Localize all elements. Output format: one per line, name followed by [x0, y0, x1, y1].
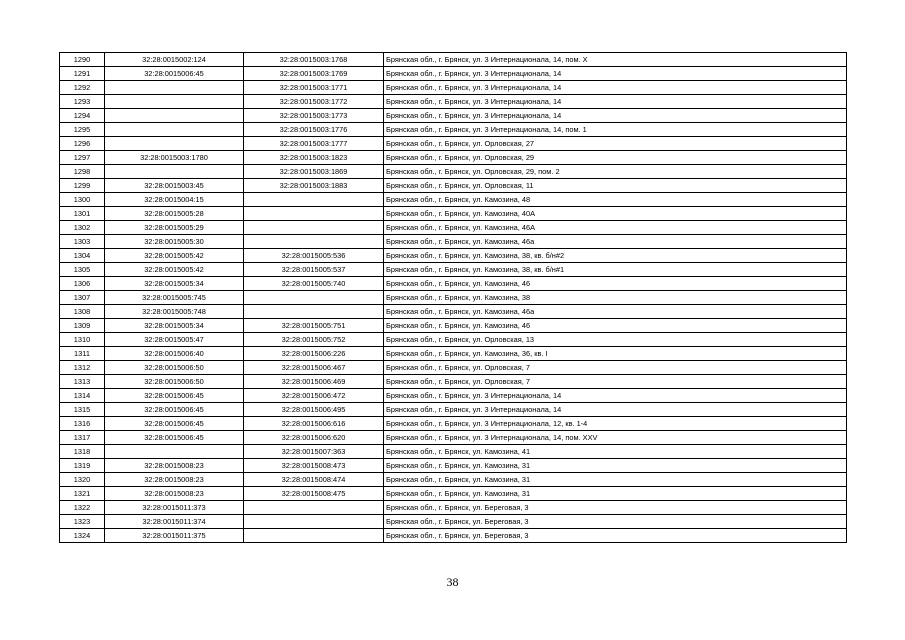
source-cadastral-number-cell: 32:28:0015006:45	[105, 417, 244, 431]
object-cadastral-number-cell: 32:28:0015003:1768	[244, 53, 384, 67]
source-cadastral-number-cell: 32:28:0015005:748	[105, 305, 244, 319]
row-number-cell: 1308	[60, 305, 105, 319]
row-number-cell: 1323	[60, 515, 105, 529]
source-cadastral-number-cell: 32:28:0015005:29	[105, 221, 244, 235]
address-cell: Брянская обл., г. Брянск, ул. 3 Интернационала, 14	[384, 403, 847, 417]
table-row	[60, 347, 847, 361]
table-row	[60, 81, 847, 95]
address-cell: Брянская обл., г. Брянск, ул. Камозина, 46А	[384, 221, 847, 235]
address-cell: Брянская обл., г. Брянск, ул. Камозина, 36, кв. I	[384, 347, 847, 361]
address-cell: Брянская обл., г. Брянск, ул. Камозина, 38	[384, 291, 847, 305]
source-cadastral-number-cell: 32:28:0015005:34	[105, 319, 244, 333]
row-number-cell: 1297	[60, 151, 105, 165]
object-cadastral-number-cell: 32:28:0015005:751	[244, 319, 384, 333]
table-row	[60, 501, 847, 515]
table-row	[60, 459, 847, 473]
source-cadastral-number-cell: 32:28:0015006:50	[105, 361, 244, 375]
table-row	[60, 151, 847, 165]
object-cadastral-number-cell: 32:28:0015006:495	[244, 403, 384, 417]
object-cadastral-number-cell: 32:28:0015003:1773	[244, 109, 384, 123]
object-cadastral-number-cell	[244, 235, 384, 249]
source-cadastral-number-cell: 32:28:0015005:34	[105, 277, 244, 291]
table-row	[60, 305, 847, 319]
row-number-cell: 1290	[60, 53, 105, 67]
source-cadastral-number-cell	[105, 123, 244, 137]
address-cell: Брянская обл., г. Брянск, ул. Береговая, 3	[384, 501, 847, 515]
source-cadastral-number-cell: 32:28:0015003:1780	[105, 151, 244, 165]
table-row	[60, 137, 847, 151]
row-number-cell: 1317	[60, 431, 105, 445]
object-cadastral-number-cell	[244, 515, 384, 529]
address-cell: Брянская обл., г. Брянск, ул. 3 Интернационала, 12, кв. 1-4	[384, 417, 847, 431]
object-cadastral-number-cell	[244, 305, 384, 319]
address-cell: Брянская обл., г. Брянск, ул. Камозина, 31	[384, 459, 847, 473]
source-cadastral-number-cell: 32:28:0015006:45	[105, 431, 244, 445]
object-cadastral-number-cell: 32:28:0015008:473	[244, 459, 384, 473]
row-number-cell: 1294	[60, 109, 105, 123]
address-cell: Брянская обл., г. Брянск, ул. Камозина, 38, кв. б/н#2	[384, 249, 847, 263]
address-cell: Брянская обл., г. Брянск, ул. Орловская, 29, пом. 2	[384, 165, 847, 179]
object-cadastral-number-cell: 32:28:0015007:363	[244, 445, 384, 459]
address-cell: Брянская обл., г. Брянск, ул. Камозина, 46а	[384, 235, 847, 249]
address-cell: Брянская обл., г. Брянск, ул. Камозина, 46	[384, 277, 847, 291]
table-row	[60, 53, 847, 67]
address-cell: Брянская обл., г. Брянск, ул. Орловская, 7	[384, 361, 847, 375]
object-cadastral-number-cell: 32:28:0015005:536	[244, 249, 384, 263]
row-number-cell: 1301	[60, 207, 105, 221]
row-number-cell: 1321	[60, 487, 105, 501]
row-number-cell: 1305	[60, 263, 105, 277]
row-number-cell: 1307	[60, 291, 105, 305]
address-cell: Брянская обл., г. Брянск, ул. Камозина, 46	[384, 319, 847, 333]
address-cell: Брянская обл., г. Брянск, ул. 3 Интернационала, 14	[384, 95, 847, 109]
address-cell: Брянская обл., г. Брянск, ул. Орловская, 29	[384, 151, 847, 165]
address-cell: Брянская обл., г. Брянск, ул. Камозина, 40А	[384, 207, 847, 221]
table-row	[60, 417, 847, 431]
address-cell: Брянская обл., г. Брянск, ул. Береговая, 3	[384, 529, 847, 543]
table-row	[60, 291, 847, 305]
object-cadastral-number-cell	[244, 291, 384, 305]
table-row	[60, 487, 847, 501]
address-cell: Брянская обл., г. Брянск, ул. Береговая, 3	[384, 515, 847, 529]
page-number: 38	[446, 575, 459, 589]
table-row	[60, 515, 847, 529]
table-row	[60, 249, 847, 263]
source-cadastral-number-cell: 32:28:0015008:23	[105, 487, 244, 501]
table-row	[60, 207, 847, 221]
source-cadastral-number-cell: 32:28:0015003:45	[105, 179, 244, 193]
address-cell: Брянская обл., г. Брянск, ул. 3 Интернационала, 14	[384, 67, 847, 81]
table-row	[60, 67, 847, 81]
address-cell: Брянская обл., г. Брянск, ул. Камозина, 31	[384, 473, 847, 487]
address-cell: Брянская обл., г. Брянск, ул. Орловская, 7	[384, 375, 847, 389]
object-cadastral-number-cell: 32:28:0015006:472	[244, 389, 384, 403]
source-cadastral-number-cell	[105, 165, 244, 179]
row-number-cell: 1293	[60, 95, 105, 109]
object-cadastral-number-cell	[244, 529, 384, 543]
address-cell: Брянская обл., г. Брянск, ул. 3 Интернационала, 14, пом. 1	[384, 123, 847, 137]
address-cell: Брянская обл., г. Брянск, ул. 3 Интернационала, 14	[384, 109, 847, 123]
row-number-cell: 1306	[60, 277, 105, 291]
row-number-cell: 1316	[60, 417, 105, 431]
source-cadastral-number-cell: 32:28:0015011:373	[105, 501, 244, 515]
table-row	[60, 529, 847, 543]
source-cadastral-number-cell: 32:28:0015005:42	[105, 263, 244, 277]
row-number-cell: 1309	[60, 319, 105, 333]
address-cell: Брянская обл., г. Брянск, ул. Камозина, 46а	[384, 305, 847, 319]
source-cadastral-number-cell: 32:28:0015006:45	[105, 403, 244, 417]
source-cadastral-number-cell: 32:28:0015005:745	[105, 291, 244, 305]
source-cadastral-number-cell: 32:28:0015006:45	[105, 67, 244, 81]
address-cell: Брянская обл., г. Брянск, ул. Орловская, 11	[384, 179, 847, 193]
table-row	[60, 109, 847, 123]
table-row	[60, 123, 847, 137]
table-row	[60, 389, 847, 403]
object-cadastral-number-cell: 32:28:0015005:537	[244, 263, 384, 277]
table-row	[60, 445, 847, 459]
object-cadastral-number-cell: 32:28:0015006:616	[244, 417, 384, 431]
source-cadastral-number-cell	[105, 81, 244, 95]
address-cell: Брянская обл., г. Брянск, ул. Камозина, 48	[384, 193, 847, 207]
table-row	[60, 277, 847, 291]
object-cadastral-number-cell: 32:28:0015006:620	[244, 431, 384, 445]
address-cell: Брянская обл., г. Брянск, ул. Орловская, 27	[384, 137, 847, 151]
source-cadastral-number-cell: 32:28:0015004:15	[105, 193, 244, 207]
source-cadastral-number-cell: 32:28:0015011:374	[105, 515, 244, 529]
object-cadastral-number-cell: 32:28:0015005:752	[244, 333, 384, 347]
object-cadastral-number-cell: 32:28:0015006:467	[244, 361, 384, 375]
row-number-cell: 1319	[60, 459, 105, 473]
object-cadastral-number-cell: 32:28:0015003:1772	[244, 95, 384, 109]
object-cadastral-number-cell: 32:28:0015006:226	[244, 347, 384, 361]
table-row	[60, 95, 847, 109]
object-cadastral-number-cell	[244, 221, 384, 235]
table-row	[60, 473, 847, 487]
source-cadastral-number-cell	[105, 137, 244, 151]
row-number-cell: 1304	[60, 249, 105, 263]
table-row	[60, 263, 847, 277]
table-row	[60, 431, 847, 445]
source-cadastral-number-cell	[105, 109, 244, 123]
row-number-cell: 1318	[60, 445, 105, 459]
source-cadastral-number-cell: 32:28:0015005:42	[105, 249, 244, 263]
address-cell: Брянская обл., г. Брянск, ул. Орловская, 13	[384, 333, 847, 347]
object-cadastral-number-cell: 32:28:0015008:474	[244, 473, 384, 487]
source-cadastral-number-cell: 32:28:0015011:375	[105, 529, 244, 543]
cadastral-table	[59, 52, 847, 543]
table-row	[60, 375, 847, 389]
address-cell: Брянская обл., г. Брянск, ул. 3 Интернационала, 14	[384, 81, 847, 95]
source-cadastral-number-cell: 32:28:0015005:28	[105, 207, 244, 221]
row-number-cell: 1292	[60, 81, 105, 95]
row-number-cell: 1313	[60, 375, 105, 389]
row-number-cell: 1314	[60, 389, 105, 403]
object-cadastral-number-cell: 32:28:0015003:1771	[244, 81, 384, 95]
row-number-cell: 1298	[60, 165, 105, 179]
row-number-cell: 1322	[60, 501, 105, 515]
table-row	[60, 361, 847, 375]
object-cadastral-number-cell	[244, 207, 384, 221]
table-row	[60, 403, 847, 417]
table-row	[60, 319, 847, 333]
row-number-cell: 1303	[60, 235, 105, 249]
source-cadastral-number-cell: 32:28:0015002:124	[105, 53, 244, 67]
object-cadastral-number-cell: 32:28:0015003:1883	[244, 179, 384, 193]
row-number-cell: 1320	[60, 473, 105, 487]
row-number-cell: 1291	[60, 67, 105, 81]
source-cadastral-number-cell: 32:28:0015005:47	[105, 333, 244, 347]
table-row	[60, 179, 847, 193]
source-cadastral-number-cell	[105, 95, 244, 109]
row-number-cell: 1300	[60, 193, 105, 207]
object-cadastral-number-cell	[244, 501, 384, 515]
source-cadastral-number-cell: 32:28:0015006:50	[105, 375, 244, 389]
object-cadastral-number-cell: 32:28:0015003:1769	[244, 67, 384, 81]
object-cadastral-number-cell: 32:28:0015003:1777	[244, 137, 384, 151]
source-cadastral-number-cell	[105, 445, 244, 459]
object-cadastral-number-cell: 32:28:0015006:469	[244, 375, 384, 389]
row-number-cell: 1299	[60, 179, 105, 193]
table-row	[60, 235, 847, 249]
address-cell: Брянская обл., г. Брянск, ул. Камозина, 41	[384, 445, 847, 459]
object-cadastral-number-cell: 32:28:0015008:475	[244, 487, 384, 501]
row-number-cell: 1311	[60, 347, 105, 361]
source-cadastral-number-cell: 32:28:0015008:23	[105, 473, 244, 487]
object-cadastral-number-cell: 32:28:0015003:1869	[244, 165, 384, 179]
object-cadastral-number-cell	[244, 193, 384, 207]
source-cadastral-number-cell: 32:28:0015006:45	[105, 389, 244, 403]
source-cadastral-number-cell: 32:28:0015008:23	[105, 459, 244, 473]
object-cadastral-number-cell: 32:28:0015003:1776	[244, 123, 384, 137]
source-cadastral-number-cell: 32:28:0015006:40	[105, 347, 244, 361]
address-cell: Брянская обл., г. Брянск, ул. 3 Интернационала, 14, пом. XXV	[384, 431, 847, 445]
object-cadastral-number-cell: 32:28:0015003:1823	[244, 151, 384, 165]
cadastral-table-body	[60, 53, 847, 543]
row-number-cell: 1315	[60, 403, 105, 417]
table-row	[60, 221, 847, 235]
row-number-cell: 1296	[60, 137, 105, 151]
address-cell: Брянская обл., г. Брянск, ул. Камозина, 38, кв. б/н#1	[384, 263, 847, 277]
row-number-cell: 1302	[60, 221, 105, 235]
source-cadastral-number-cell: 32:28:0015005:30	[105, 235, 244, 249]
object-cadastral-number-cell: 32:28:0015005:740	[244, 277, 384, 291]
table-row	[60, 165, 847, 179]
row-number-cell: 1295	[60, 123, 105, 137]
address-cell: Брянская обл., г. Брянск, ул. 3 Интернационала, 14	[384, 389, 847, 403]
row-number-cell: 1312	[60, 361, 105, 375]
row-number-cell: 1324	[60, 529, 105, 543]
table-row	[60, 333, 847, 347]
address-cell: Брянская обл., г. Брянск, ул. Камозина, 31	[384, 487, 847, 501]
address-cell: Брянская обл., г. Брянск, ул. 3 Интернационала, 14, пом. X	[384, 53, 847, 67]
table-row	[60, 193, 847, 207]
row-number-cell: 1310	[60, 333, 105, 347]
